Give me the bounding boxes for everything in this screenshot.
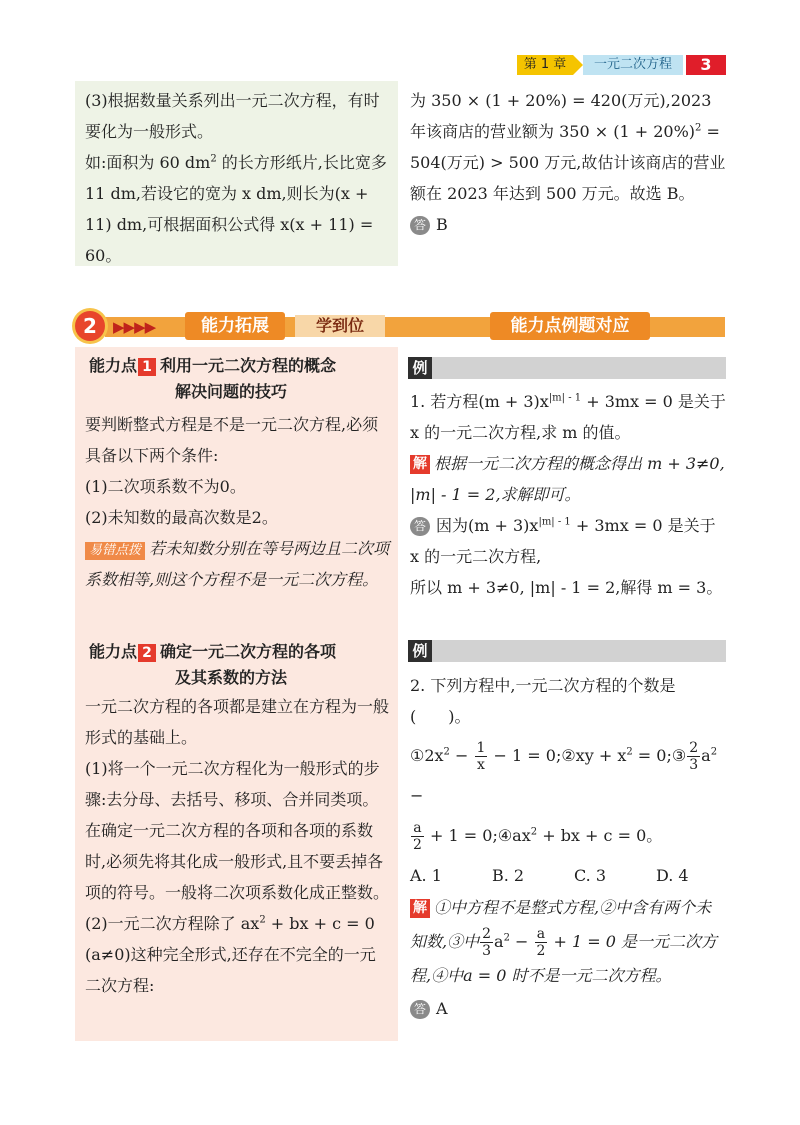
- example-1-answer-conclusion: 所以 m + 3≠0, |m| - 1 = 2,解得 m = 3。: [410, 578, 723, 597]
- solution-icon: 解: [410, 455, 430, 474]
- example-2: [410, 670, 726, 1024]
- example-2-equations-line2: $\frac{a}{2}$ + $1 = 0;④ax^2$ + bx + c = 0。: [413, 820, 663, 853]
- option-d: D. 4: [656, 866, 689, 885]
- topic-label: 一元二次方程: [583, 55, 683, 75]
- example-1-answer: 答 因为$(m + 3)x^{|m| - 1} + 3mx = 0$ 是关于 x 的一元二次方程,: [410, 516, 716, 566]
- option-c: C. 3: [574, 866, 607, 885]
- example-2-options: [410, 860, 726, 891]
- banner-label-examples: 能力点例题对应: [490, 312, 650, 340]
- error-tip-tag: 易错点拨: [85, 542, 145, 560]
- answer-icon: 答: [410, 216, 430, 235]
- example-1-bar: [408, 357, 726, 379]
- example-1-label: 例: [408, 357, 432, 379]
- option-a: A. 1: [410, 866, 442, 885]
- ability-point-1-number: 1: [138, 358, 156, 376]
- fraction: $\frac{a}{2}$: [536, 926, 546, 959]
- chapter-arrow-icon: [573, 55, 583, 75]
- example-2-question: 2. 下列方程中,一元二次方程的个数是 ( )。: [410, 676, 676, 726]
- answer-icon: 答: [410, 517, 430, 536]
- ability-points-column: [75, 347, 398, 1041]
- example-1: [410, 386, 726, 603]
- top-left-box: [75, 81, 398, 266]
- section-number: 2: [75, 311, 105, 341]
- ability-point-1-heading: 能力点 1 利用一元二次方程的概念 解决问题的技巧: [89, 356, 337, 401]
- top-right-p1: 为 350 × (1 + 20%) = 420(万元),2023 年该商店的营业额为 $350 \times (1 + 20\%)^2 = 504$(万元) > 500 万元,故估计该商店的营业额在 2023 年达到 500 万元。故选 B。: [410, 91, 726, 203]
- ability-point-2-heading: 能力点 2 确定一元二次方程的各项 及其系数的方法: [89, 642, 337, 687]
- example-2-answer: 答 A: [410, 993, 726, 1024]
- example-2-solution: 解 ①中方程不是整式方程,②中含有两个未知数,③中 $\frac{2}{3}$ $a^2$ − $\frac{a}{2}$ + 1 = 0 是一元二次方程,④中a = 0 时不是一元二次方程。: [410, 898, 718, 985]
- banner-label-ability: 能力拓展: [185, 312, 285, 340]
- chapter-label: 第 1 章: [517, 55, 573, 75]
- example-2-bar: [408, 640, 726, 662]
- fraction: $\frac{2}{3}$: [689, 740, 699, 773]
- answer-icon: 答: [410, 1000, 430, 1019]
- example-2-equations-line1: $①2x^2$ − $\frac{1}{x}$ − 1 = 0;②xy + $x^2$ = 0;③ $\frac{2}{3}$ $a^2$ −: [410, 740, 718, 805]
- top-left-p1: (3)根据数量关系列出一元二次方程，有时要化为一般形式。: [85, 91, 380, 141]
- fraction: $\frac{2}{3}$: [482, 926, 492, 959]
- chevron-arrows-icon: ▶▶▶▶: [113, 318, 156, 336]
- ability-point-1-body: 要判断整式方程是不是一元二次方程,必须具备以下两个条件: (1)二次项系数不为0。 (2)未知数的最高次数是2。 易错点拨 若未知数分别在等号两边且二次项系数相等,则这个方程不是一元二次方程。: [85, 409, 390, 595]
- option-b: B. 2: [492, 866, 525, 885]
- example-1-solution: 解 根据一元二次方程的概念得出 m + 3≠0, |m| - 1 = 2,求解即可。: [410, 454, 725, 504]
- solution-icon: 解: [410, 899, 430, 918]
- top-right-text: [410, 85, 726, 240]
- ability-point-2-number: 2: [138, 644, 156, 662]
- section-banner: [75, 311, 725, 341]
- banner-label-learn: 学到位: [295, 315, 385, 337]
- fraction: $\frac{a}{2}$: [413, 820, 422, 853]
- top-right-answer: 答 B: [410, 209, 726, 240]
- top-left-p2: 如:面积为 60 $dm^2$ 的长方形纸片,长比宽多11 dm,若设它的宽为 x dm,则长为(x + 11) dm,可根据面积公式得 x(x + 11) = 60。: [85, 153, 387, 265]
- ability-point-2-body: 一元二次方程的各项都是建立在方程为一般形式的基础上。 (1)将一个一元二次方程化为一般形式的步骤:去分母、去括号、移项、合并同类项。在确定一元二次方程的各项和各项的系数时,必须先将其化成一般形式,且不要丢掉各项的符号。一般将二次项系数化成正整数。 (2)一元二次方程除了 $ax^2$ + bx + c = 0 (a≠0)这种完全形式,还存在不完全的一元二次方程:: [85, 697, 390, 995]
- error-tip: 易错点拨 若未知数分别在等号两边且二次项系数相等,则这个方程不是一元二次方程。: [85, 539, 390, 589]
- example-2-label: 例: [408, 640, 432, 662]
- example-1-question: 1. 若方程$(m + 3)x^{|m| - 1} + 3mx = 0$ 是关于 x 的一元二次方程,求 m 的值。: [410, 392, 726, 442]
- page-number: 3: [686, 55, 726, 75]
- fraction: $\frac{1}{x}$: [476, 740, 486, 773]
